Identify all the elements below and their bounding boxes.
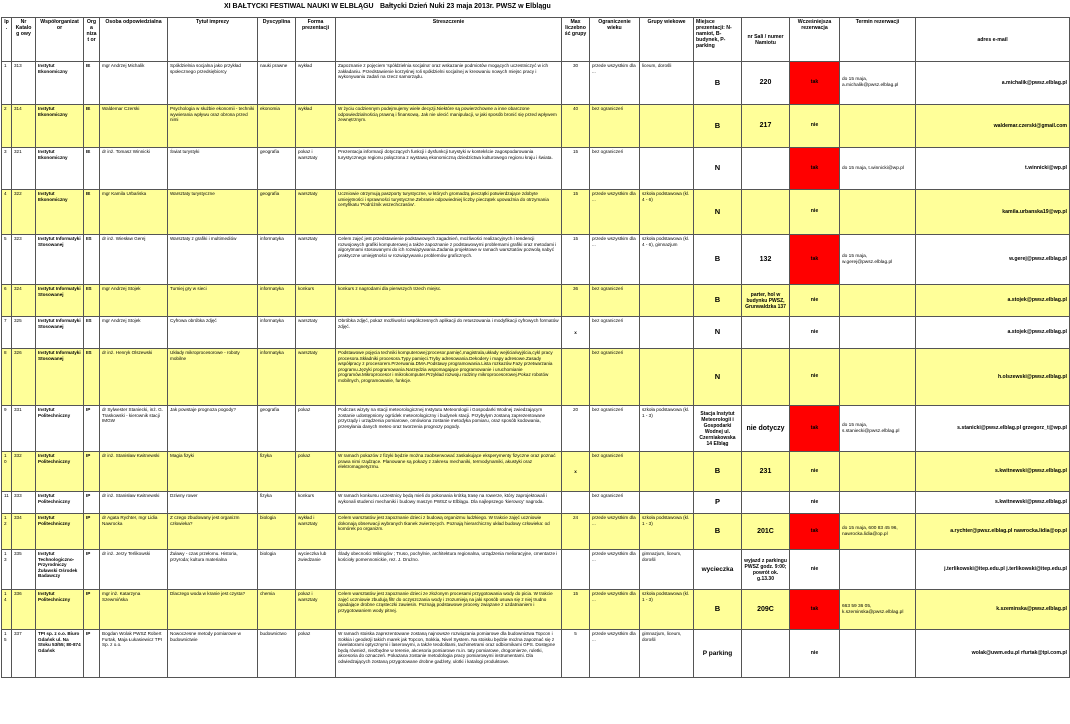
- row-age-groups: liceum, dorośli: [640, 62, 694, 105]
- row-co-organizer: Instytut Politechniczny: [36, 492, 84, 514]
- row-co-organizer: Instytut Politechniczny: [36, 406, 84, 452]
- row-email: s.kwitnewski@pwsz.elblag.pl: [916, 452, 1070, 492]
- row-age-limit: przede wszystkim dla ...: [590, 630, 640, 678]
- col-catalog-nr: Nr Katalog owy: [12, 18, 36, 62]
- table-row: [2, 406, 1070, 452]
- row-form: wycieczka lub zwiedzanie: [296, 550, 336, 590]
- row-lp: 2: [2, 105, 12, 148]
- row-room: [742, 630, 790, 678]
- row-catalog-nr: 324: [12, 285, 36, 317]
- row-person: Waldemar Czerski: [100, 105, 168, 148]
- row-title: Jak powstaje prognoza pogody?: [168, 406, 258, 452]
- row-catalog-nr: 333: [12, 492, 36, 514]
- row-lp: 4: [2, 190, 12, 235]
- row-form: pokaz: [296, 452, 336, 492]
- row-age-limit: przede wszystkim dla ...: [590, 514, 640, 550]
- table-row: [2, 190, 1070, 235]
- row-age-groups: [640, 452, 694, 492]
- row-email: j.terlikowski@itep.edu.pl j.terlikowski@itep.edu.pl: [916, 550, 1070, 590]
- row-reservation-term: [840, 452, 916, 492]
- row-co-organizer: Instytut Ekonomiczny: [36, 62, 84, 105]
- row-discipline: fizyka: [258, 452, 296, 492]
- row-discipline: informatyka: [258, 317, 296, 349]
- row-reservation-term: [840, 285, 916, 317]
- row-reservation-term: do 15 maja, w.gerej@pwsz.elblag.pl: [840, 235, 916, 285]
- row-reservation: nie: [790, 105, 840, 148]
- col-reservation: Wcześniejsza rezerwacja: [790, 18, 840, 62]
- row-reservation: nie: [790, 317, 840, 349]
- row-age-limit: bez ograniczeń: [590, 406, 640, 452]
- row-lp: 5: [2, 235, 12, 285]
- events-table: [1, 17, 1070, 678]
- row-age-limit: bez ograniczeń: [590, 452, 640, 492]
- row-email: w.gerej@pwsz.elblag.pl: [916, 235, 1070, 285]
- row-email: h.olszewski@pwsz.elblag.pl: [916, 349, 1070, 406]
- col-room: nr Sali / numer Namiotu: [742, 18, 790, 62]
- table-row: [2, 590, 1070, 630]
- row-organizer: IP: [84, 406, 100, 452]
- row-form: konkurs: [296, 285, 336, 317]
- row-organizer: IIS: [84, 235, 100, 285]
- row-age-limit: bez ograniczeń: [590, 317, 640, 349]
- row-catalog-nr: 335: [12, 550, 36, 590]
- row-email: wolak@uwm.edu.pl rfurtak@tpi.com.pl: [916, 630, 1070, 678]
- row-room: 209C: [742, 590, 790, 630]
- row-room: [742, 317, 790, 349]
- row-person: dr Agata Rychter, mgr Lidia Nawrocka: [100, 514, 168, 550]
- row-form: pokaz i warsztaty: [296, 590, 336, 630]
- row-catalog-nr: 314: [12, 105, 36, 148]
- table-row: [2, 317, 1070, 349]
- row-organizer: IP: [84, 452, 100, 492]
- row-reservation-term: do 15 maja, a.michalik@pwsz.elblag.pl: [840, 62, 916, 105]
- row-reservation-term: [840, 349, 916, 406]
- col-lp: lp.: [2, 18, 12, 62]
- row-max-group: x: [562, 317, 590, 349]
- row-age-limit: bez ograniczeń: [590, 285, 640, 317]
- row-title: Warsztaty z grafiki i multimediów: [168, 235, 258, 285]
- row-co-organizer: Instytut Informatyki Stosowanej: [36, 349, 84, 406]
- row-reservation-term: [840, 105, 916, 148]
- row-max-group: 20: [562, 406, 590, 452]
- row-age-groups: gimnazjum, liceum, dorośli: [640, 630, 694, 678]
- row-person: dr inż. Tomasz Winnicki: [100, 148, 168, 190]
- festival-title: XI BAŁTYCKI FESTIWAL NAUKI W ELBLĄGU: [224, 3, 374, 10]
- row-room: [742, 148, 790, 190]
- row-person: Bogdan Wolak PWSZ Robert Furtak, Maja Łukasiewicz TPI Sp. z o.o.: [100, 630, 168, 678]
- row-email: s.kwitnewski@pwsz.elblag.pl: [916, 492, 1070, 514]
- table-row: [2, 492, 1070, 514]
- row-age-groups: szkoła podstawowa (kl. 1 - 3): [640, 406, 694, 452]
- row-place: B: [694, 105, 742, 148]
- row-reservation: tak: [790, 62, 840, 105]
- row-summary: Prezentacja informacji dotyczących funkcji i dysfunkcji turystyki w kontekście zagospodarowania turystycznego regionu połączona z wystawą ekonomiczną dziedzictwa kulturowego regionu kraju i świata.: [336, 148, 562, 190]
- row-max-group: 15: [562, 148, 590, 190]
- col-person: Osoba odpowiedzialna: [100, 18, 168, 62]
- row-person: mgr Andrzej Michalik: [100, 62, 168, 105]
- row-form: warsztaty: [296, 317, 336, 349]
- row-lp: 9: [2, 406, 12, 452]
- row-max-group: [562, 492, 590, 514]
- row-age-limit: bez ograniczeń: [590, 105, 640, 148]
- col-summary: Streszczenie: [336, 18, 562, 62]
- row-form: konkurs: [296, 492, 336, 514]
- row-person: mgr inż. Katarzyna Szewmińska: [100, 590, 168, 630]
- row-discipline: budownictwo: [258, 630, 296, 678]
- row-title: Dziwny rower: [168, 492, 258, 514]
- row-email: s.stanicki@pwsz.elblag.pl grzegorz_t@wp.pl: [916, 406, 1070, 452]
- row-place: B: [694, 590, 742, 630]
- row-reservation-term: do 15 maja, s.staniecki@pwsz.elblag.pl: [840, 406, 916, 452]
- row-discipline: geografia: [258, 406, 296, 452]
- row-max-group: 5: [562, 630, 590, 678]
- row-title: Turniej gry w sieci: [168, 285, 258, 317]
- row-place: P parking: [694, 630, 742, 678]
- row-age-groups: [640, 148, 694, 190]
- row-co-organizer: Instytut Politechniczny: [36, 590, 84, 630]
- table-header-row: [2, 18, 1070, 62]
- event-day-title: Bałtycki Dzień Nuki 23 maja 2013r. PWSZ w Elblągu: [380, 3, 551, 10]
- row-room: 231: [742, 452, 790, 492]
- row-place: N: [694, 317, 742, 349]
- row-lp: 6: [2, 285, 12, 317]
- row-reservation-term: [840, 317, 916, 349]
- row-person: dr inż. Stanisław Kwitnewski: [100, 492, 168, 514]
- row-summary: Obróbka zdjęć, pokaz możliwości współczesnych aplikacji do retuszowania i modyfikacji cyfrowych formatów zdjęć.: [336, 317, 562, 349]
- row-room: 201C: [742, 514, 790, 550]
- row-form: warsztaty: [296, 190, 336, 235]
- row-co-organizer: Instytut Ekonomiczny: [36, 190, 84, 235]
- row-title: Układy mikroprocesorowe - roboty mobilne: [168, 349, 258, 406]
- row-room: parter, hol w budynku PWSZ, Grunwaldzka 137: [742, 285, 790, 317]
- row-organizer: IP: [84, 630, 100, 678]
- row-room: [742, 492, 790, 514]
- row-summary: Zapoznanie z pojęciem 'spółdzielnia socjalna' oraz wskazanie podmiotów mogących uczestniczyć w ich zakładaniu. Przedstawienie korzyśnej roli spółdzielni socjalnej w kreowaniu nowych miejsc pracy i wykonywaniu zadań na rzecz samorządu.: [336, 62, 562, 105]
- row-title: Cyfrowa obróbka zdjęć: [168, 317, 258, 349]
- row-max-group: [562, 349, 590, 406]
- row-reservation: tak: [790, 514, 840, 550]
- row-person: dr inż. Stanisław Kwitnewski: [100, 452, 168, 492]
- row-catalog-nr: 322: [12, 190, 36, 235]
- row-reservation: nie: [790, 550, 840, 590]
- row-discipline: biologia: [258, 514, 296, 550]
- row-email: k.szeminska@pwsz.elblag.pl: [916, 590, 1070, 630]
- row-age-groups: [640, 349, 694, 406]
- row-organizer: IIS: [84, 285, 100, 317]
- row-catalog-nr: 337: [12, 630, 36, 678]
- row-age-groups: gimnazjum, liceum, dorośli: [640, 550, 694, 590]
- row-age-limit: bez ograniczeń: [590, 492, 640, 514]
- row-max-group: 15: [562, 590, 590, 630]
- row-reservation: nie: [790, 630, 840, 678]
- row-summary: Celem warsztatów jest zapoznanie dzieci ze złożonym procesami przygotowania wody do picia. W trakcie zajęć uczniowie zbudują filtr do oczyszczania wody i zrozumieją na jaki sposób usuwa się z niej trudno opadające drobne cząsteczki zawiesin. Poznają podstawowe procesy związane z uzdatnianiem i przygotowaniem wody pitnej.: [336, 590, 562, 630]
- row-max-group: 40: [562, 105, 590, 148]
- table-row: [2, 285, 1070, 317]
- row-reservation: nie: [790, 285, 840, 317]
- row-form: wykład: [296, 105, 336, 148]
- row-age-groups: szkoła podstawowa (kl. 4 - 6), gimnazjum: [640, 235, 694, 285]
- row-co-organizer: Instytut Politechniczny: [36, 514, 84, 550]
- row-organizer: IP: [84, 590, 100, 630]
- row-age-groups: [640, 285, 694, 317]
- row-form: warsztaty: [296, 349, 336, 406]
- col-discipline: Dyscyplina: [258, 18, 296, 62]
- row-max-group: [562, 550, 590, 590]
- row-summary: Podstawowe pojęcia techniki komputerowej:procesor,pamięć,magistrala,układy wejścia/wyjścia,cykl pracy procesora.Składniki procesora.Typy pamięci.Tryby adresowania.Dekodery i mapy adresowe.Zasady współpracy z procesorem.Przerwania.DMA.Podstawy programowania.Lista rozkazów.Fazy przetwarzania programu.Języki programowania.Narzędzia wspomagające programowanie i uruchomianie programów.Mikroprocesor i mikrokomputer.Przykład rozwoju rodziny mikroprocesorowej.Pokaz robotów mobilnych, programowanie, funkcje.: [336, 349, 562, 406]
- row-summary: Uczniowie otrzymują paszporty turystyczne, w których gromadzą pieczątki potwierdzające zdobyte umiejętności i sprawności turystyczne.Zebranie odpowiedniej liczby pieczątek upoważnia do otrzymania certyfikatu 'Podróżnik wszechczasów'.: [336, 190, 562, 235]
- row-catalog-nr: 332: [12, 452, 36, 492]
- row-organizer: IIS: [84, 317, 100, 349]
- row-reservation-term: [840, 190, 916, 235]
- row-discipline: geografia: [258, 190, 296, 235]
- row-age-limit: bez ograniczeń: [590, 148, 640, 190]
- table-row: [2, 514, 1070, 550]
- row-lp: 3: [2, 148, 12, 190]
- row-age-groups: szkoła podstawowa (kl. 1 - 3): [640, 590, 694, 630]
- row-room: [742, 349, 790, 406]
- col-age-limit: Ograniczenie wieku: [590, 18, 640, 62]
- row-discipline: geografia: [258, 148, 296, 190]
- row-catalog-nr: 334: [12, 514, 36, 550]
- row-reservation: nie: [790, 452, 840, 492]
- col-email: adres e-mail: [916, 18, 1070, 62]
- row-reservation-term: [840, 630, 916, 678]
- row-discipline: ekonomia: [258, 105, 296, 148]
- row-person: dr Sylwester Staniecki, inż. G. Traskowski - kierownik stacji IMGW: [100, 406, 168, 452]
- row-email: kamila.urbanska19@wp.pl: [916, 190, 1070, 235]
- row-title: Nowoczesne metody pomiarowe w budownictwie: [168, 630, 258, 678]
- row-summary: Celem zajęć jest przedstawienie podstawowych zagadnień, możliwości realizacyjnych i tendencji rozwojowych grafiki komputerowej a także zapoznanie z podstawowymi problemami grafiki oraz metodami i algorytmami stosowanymi do ich rozwiązywania.Zadania projektowe w ramach warsztatów pozwolą nabyć praktyczne umiejętności w rozwiązywaniu problemów graficznych.: [336, 235, 562, 285]
- row-organizer: IP: [84, 492, 100, 514]
- row-person: dr inż. Jerzy Terlikowski: [100, 550, 168, 590]
- row-summary: W ramach pokazów z fizyki będzie można zaobserwować zaskakujące eksperymenty fizyczne oraz poznać prawa nimi rządzące. Planowane są pokazy z zakresu mechaniki, termodynamiki, akustyki oraz elektromagnetyzmu.: [336, 452, 562, 492]
- row-lp: 13: [2, 550, 12, 590]
- row-age-groups: [640, 105, 694, 148]
- row-summary: W ramach stoiska zaprezentowane zostaną najnowsze rozwiązania pomiarowe dla budownictwa Topcon i Sokkia i geodezji takich marek jak Topcon, Sokkia, Nivel System. Na stoisku będzie można zapoznać się z niwelatorami optycznymi i laserowymi, a także teodolitami, tachimetrami oraz odbiornikami GPS. Dostępne będą również, niezbędne w terenie, akcesoria pomiarowe m.in. taty pomiarowe, drogomierze, ruletki, akcesoria do oznaczeń. Pokazana zostanie metodologia pracy pomiarowymi instrumentami. Dla odwiedzających zostaną przygotowane drobne gadżety, ulotki i katalogi produktowe.: [336, 630, 562, 678]
- page-header: [0, 0, 1024, 14]
- row-reservation-term: 663 59 36 05, k.szeminska@pwsz.elblag.pl: [840, 590, 916, 630]
- col-title: Tytuł imprezy: [168, 18, 258, 62]
- table-row: [2, 235, 1070, 285]
- row-age-limit: bez ograniczeń: [590, 349, 640, 406]
- row-catalog-nr: 325: [12, 317, 36, 349]
- col-co-organizer: Współorganizat or: [36, 18, 84, 62]
- row-title: Spółdzielnia socjalna jako przykład społecznego przedsiębiorcy: [168, 62, 258, 105]
- row-co-organizer: TPI sp. z o.o. Biuro Gdańsk ul. Na Stoku 53/55; 80-874 Gdańsk: [36, 630, 84, 678]
- table-row: [2, 550, 1070, 590]
- row-title: Świat turystyki: [168, 148, 258, 190]
- row-reservation: nie: [790, 190, 840, 235]
- col-place: Miejsce prezentacji: N-namiot, B-budynek, P-parking: [694, 18, 742, 62]
- row-organizer: IIS: [84, 349, 100, 406]
- row-lp: 12: [2, 514, 12, 550]
- row-form: warsztaty: [296, 235, 336, 285]
- row-place: B: [694, 235, 742, 285]
- row-summary: Podczas wizyty na stacji meteorologicznej Instytutu Meteorologii i Gospodarki Wodnej zwiedzającym zostanie udostępniony ogródek meteorologiczny i budynek stacji. Przybyłym zostaną zaprezentowane przyrządy i urządzenia pomiarowe, omówiona zostanie metodyka pomiaru, oraz sposób kodowania, przesyłania danych meteo oraz tworzenia prognozy pogody.: [336, 406, 562, 452]
- row-place: B: [694, 514, 742, 550]
- row-age-groups: szkoła podstawowa (kl. 1 - 3): [640, 514, 694, 550]
- col-organizer: Orga nizat or: [84, 18, 100, 62]
- row-co-organizer: Instytut Ekonomiczny: [36, 148, 84, 190]
- row-place: N: [694, 349, 742, 406]
- row-catalog-nr: 323: [12, 235, 36, 285]
- row-room: nie dotyczy: [742, 406, 790, 452]
- row-email: a.rychter@pwsz.elblag.pl nawrocka.lidia@op.pl: [916, 514, 1070, 550]
- row-lp: 7: [2, 317, 12, 349]
- row-place: N: [694, 148, 742, 190]
- row-reservation: tak: [790, 235, 840, 285]
- row-lp: 14: [2, 590, 12, 630]
- row-place: B: [694, 452, 742, 492]
- row-organizer: IP: [84, 550, 100, 590]
- row-age-groups: [640, 492, 694, 514]
- row-title: Magia fizyki: [168, 452, 258, 492]
- row-place: N: [694, 190, 742, 235]
- row-email: a.stojek@pwsz.elblag.pl: [916, 317, 1070, 349]
- row-catalog-nr: 326: [12, 349, 36, 406]
- row-age-groups: szkoła podstawowa (kl. 4 - 6): [640, 190, 694, 235]
- col-max-group: Max liczebność grupy: [562, 18, 590, 62]
- row-co-organizer: Instytut Informatyki Stosowanej: [36, 285, 84, 317]
- row-title: Z czego zbudowany jest organizm człowieka?: [168, 514, 258, 550]
- row-reservation-term: [840, 492, 916, 514]
- row-title: Psychologia w służbie ekonomii - techniki wywierania wpływu oraz obrona przed nimi: [168, 105, 258, 148]
- row-email: a.michalik@pwsz.elblag.pl: [916, 62, 1070, 105]
- table-row: [2, 452, 1070, 492]
- row-form: pokaz i warsztaty: [296, 148, 336, 190]
- row-reservation: nie: [790, 349, 840, 406]
- row-summary: Celem warsztatów jest zapoznanie dzieci z budową organizmu ludzkiego. W trakcie zajęć uczniowie dokonają obserwacji wybranych tkanek zwierzęcych. Poznają hierarchiczny układ budowy człowieka: od komórek po organizm.: [336, 514, 562, 550]
- row-reservation-term: [840, 550, 916, 590]
- row-max-group: 15: [562, 235, 590, 285]
- row-person: dr inż. Henryk Olszewski: [100, 349, 168, 406]
- row-form: pokaz: [296, 406, 336, 452]
- row-reservation: tak: [790, 590, 840, 630]
- row-discipline: fizyka: [258, 492, 296, 514]
- row-lp: 15: [2, 630, 12, 678]
- row-place: Stacja Instytut Meteorologii i Gospodarki Wodnej ul. Czerniakowska 14 Elbląg: [694, 406, 742, 452]
- row-organizer: IE: [84, 190, 100, 235]
- row-co-organizer: Instytut Politechniczny: [36, 452, 84, 492]
- row-summary: W ramach konkursu uczestnicy będą mieli do pokonania krótką trasę na rowerze, który zaprojektowali i wykonali studenci mechaniki i budowy maszyn PWSZ w Elblągu. Dla najlepszego 'kierowcy' nagroda.: [336, 492, 562, 514]
- row-age-limit: przede wszystkim dla ...: [590, 235, 640, 285]
- col-age-groups: Grupy wiekowe: [640, 18, 694, 62]
- row-reservation: nie: [790, 492, 840, 514]
- row-age-limit: przede wszystkim dla ...: [590, 62, 640, 105]
- row-discipline: biologia: [258, 550, 296, 590]
- row-place: P: [694, 492, 742, 514]
- row-lp: 11: [2, 492, 12, 514]
- row-max-group: 36: [562, 285, 590, 317]
- row-room: 217: [742, 105, 790, 148]
- row-place: wycieczka: [694, 550, 742, 590]
- row-co-organizer: Instytut Ekonomiczny: [36, 105, 84, 148]
- row-age-limit: przede wszystkim dla ...: [590, 590, 640, 630]
- row-email: waldemar.czerski@gmail.com: [916, 105, 1070, 148]
- row-discipline: chemia: [258, 590, 296, 630]
- row-person: dr inż. Wiesław Gerej: [100, 235, 168, 285]
- col-reservation-term: Termin rezerwacji: [840, 18, 916, 62]
- row-form: wykład: [296, 62, 336, 105]
- row-place: B: [694, 62, 742, 105]
- row-age-limit: przede wszystkim dla ...: [590, 550, 640, 590]
- row-organizer: IE: [84, 148, 100, 190]
- row-co-organizer: Instytut Informatyki Stosowanej: [36, 317, 84, 349]
- row-organizer: IP: [84, 514, 100, 550]
- row-lp: 10: [2, 452, 12, 492]
- row-person: mgr Andrzej Stojek: [100, 285, 168, 317]
- row-title: Dlaczego woda w kranie jest czysta?: [168, 590, 258, 630]
- row-summary: konkurs z nagrodami dla pierwszych trzech miejsc.: [336, 285, 562, 317]
- row-catalog-nr: 313: [12, 62, 36, 105]
- row-discipline: nauki prawne: [258, 62, 296, 105]
- row-reservation-term: do 15 maja, 600 83 45 96, nawrocka.lidia@op.pl: [840, 514, 916, 550]
- row-title: Warsztaty turystyczne: [168, 190, 258, 235]
- table-row: [2, 349, 1070, 406]
- row-place: B: [694, 285, 742, 317]
- row-form: pokaz: [296, 630, 336, 678]
- row-age-limit: przede wszystkim dla ...: [590, 190, 640, 235]
- row-form: wykład i warsztaty: [296, 514, 336, 550]
- row-max-group: 15: [562, 190, 590, 235]
- row-organizer: IE: [84, 105, 100, 148]
- row-summary: Ślady obecności Wikingów ; Truso, pochylnie, architektura regionalna, urządzenia melioracyjne, cmentarze i kościoły pomennonickie, rez. J. Drużno.: [336, 550, 562, 590]
- row-discipline: informatyka: [258, 235, 296, 285]
- table-row: [2, 62, 1070, 105]
- row-person: mgr Andrzej Stojek: [100, 317, 168, 349]
- row-lp: 1: [2, 62, 12, 105]
- row-email: a.stojek@pwsz.elblag.pl: [916, 285, 1070, 317]
- row-co-organizer: Instytut Informatyki Stosowanej: [36, 235, 84, 285]
- row-discipline: informatyka: [258, 349, 296, 406]
- row-room: 132: [742, 235, 790, 285]
- row-catalog-nr: 336: [12, 590, 36, 630]
- row-title: Żuławy - czas przełomu. Historia, przyroda; kultura materialna: [168, 550, 258, 590]
- row-catalog-nr: 331: [12, 406, 36, 452]
- row-reservation: tak: [790, 148, 840, 190]
- row-summary: W życiu codziennym podejmujemy wiele decyzji.Niektóre są powierzchowne a inne obarczone odpowiedzialnością prawną i finansową. Jak nie ulecić manipulacji, w jaki sposób bronić się przed wpływem zewnętrznym.: [336, 105, 562, 148]
- row-lp: 8: [2, 349, 12, 406]
- row-discipline: informatyka: [258, 285, 296, 317]
- row-organizer: IE: [84, 62, 100, 105]
- table-row: [2, 105, 1070, 148]
- table-row: [2, 148, 1070, 190]
- row-catalog-nr: 321: [12, 148, 36, 190]
- row-room: wyjazd z parkingu PWSZ godz. 9:00; powrót ok. g.13.30: [742, 550, 790, 590]
- row-room: [742, 190, 790, 235]
- row-email: t.winnicki@wp.pl: [916, 148, 1070, 190]
- col-form: Forma prezentacji: [296, 18, 336, 62]
- table-row: [2, 630, 1070, 678]
- row-reservation-term: do 15 maja, t.winnicki@wp.pl: [840, 148, 916, 190]
- row-person: mgr Kamila Urbańska: [100, 190, 168, 235]
- row-co-organizer: Instytut Technologiczno-Przyrodniczy Żuławski Ośrodek Badawczy: [36, 550, 84, 590]
- row-room: 220: [742, 62, 790, 105]
- row-max-group: 30: [562, 62, 590, 105]
- row-max-group: x: [562, 452, 590, 492]
- row-reservation: tak: [790, 406, 840, 452]
- row-max-group: 24: [562, 514, 590, 550]
- row-age-groups: [640, 317, 694, 349]
